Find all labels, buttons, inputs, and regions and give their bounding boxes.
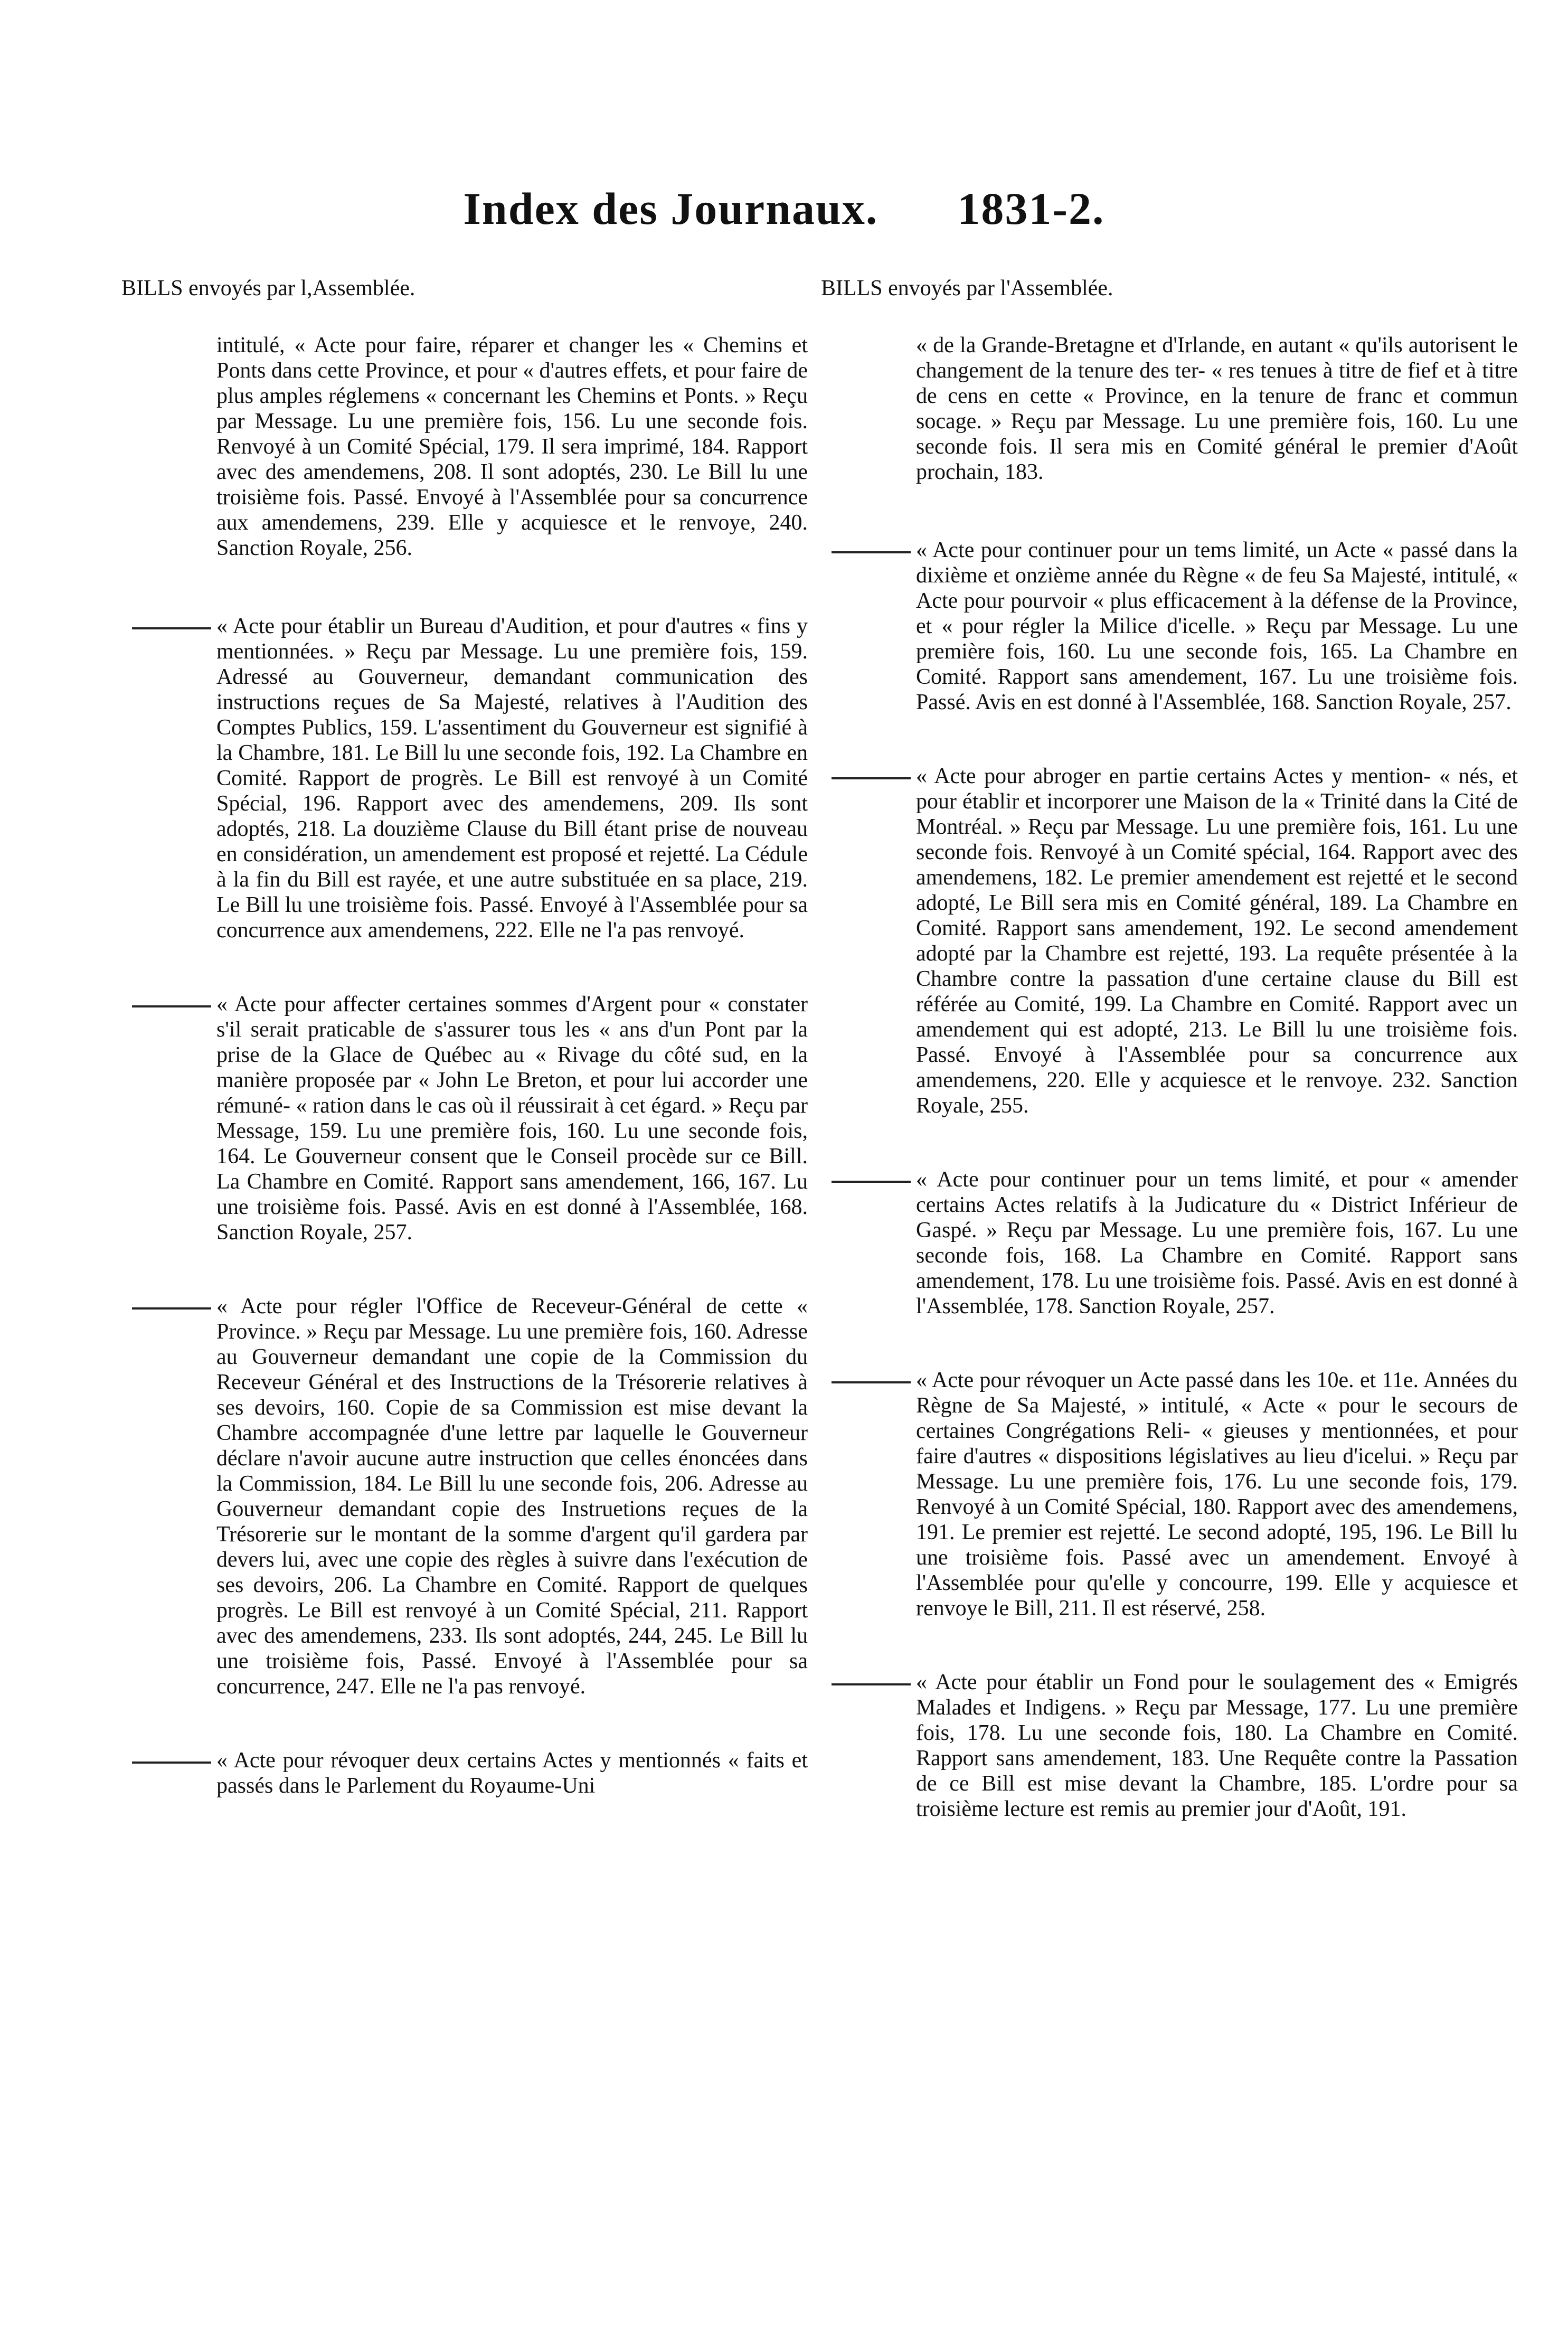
bill-entry-text: « Acte pour révoquer deux certains Actes y mentionnés « faits et passés dans le Parlement du Royaume-Uni <box>216 1748 808 1798</box>
page-title <box>0 182 1568 235</box>
bill-entry <box>121 1748 808 1798</box>
bill-entry <box>821 1167 1518 1319</box>
bill-entry-text: « Acte pour abroger en partie certains Actes y mention- « nés, et pour établir et incorporer une Maison de la « Trinité dans la Cité de Montréal. » Reçu par Message. Lu une première fois, 161. Lu une seconde fois. Renvoyé à un Comité spécial, 164. Rapport avec des amendemens, 182. Le premier amendement est rejetté et le second adopté, Le Bill sera mis en Comité général, 189. La Chambre en Comité. Rapport sans amendement, 192. Le second amendement adopté par la Chambre est rejetté, 193. La requête présentée à la Chambre contre la passation d'une certaine clause du Bill est référée au Comité, 199. La Chambre en Comité. Rapport avec un amendement qui est adopté, 213. Le Bill lu une troisième fois. Passé. Envoyé à l'Assemblée pour sa concurrence aux amendemens, 220. Elle y acquiesce et le renvoye. 232. Sanction Royale, 255. <box>916 764 1518 1118</box>
bill-entry-text: « Acte pour affecter certaines sommes d'Argent pour « constater s'il serait praticable de s'assurer tous les « ans d'un Pont par la prise de la Glace de Québec au « Rivage du côté sud, en la manière proposée par « John Le Breton, et pour lui accorder une rémuné- « ration dans le cas où il réussirait à cet égard. » Reçu par Message, 159. Lu une première fois, 160. Lu une seconde fois, 164. Le Gouverneur consent que le Conseil procède sur ce Bill. La Chambre en Comité. Rapport sans amendement, 166, 167. Lu une troisième fois. Passé. Avis en est donné à l'Assemblée, 168. Sanction Royale, 257. <box>216 992 808 1245</box>
bill-entry-text: « Acte pour continuer pour un tems limité, et pour « amender certains Actes relatifs à la Judicature du « District Inférieur de Gaspé. » Reçu par Message. Lu une première fois, 167. Lu une seconde fois, 168. La Chambre en Comité. Rapport sans amendement, 178. Lu une troisième fois. Passé. Avis en est donné à l'Assemblée, 178. Sanction Royale, 257. <box>916 1167 1518 1318</box>
journal-year: 1831-2. <box>957 183 1105 234</box>
bill-entry <box>821 1670 1518 1822</box>
bill-entry <box>821 333 1518 485</box>
bill-entry-text: intitulé, « Acte pour faire, réparer et changer les « Chemins et Ponts dans cette Province, et pour « d'autres effets, et pour faire de plus amples réglemens « concernant les Chemins et Ponts. » Reçu par Message. Lu une première fois, 156. Lu une seconde fois. Renvoyé à un Comité Spécial, 179. Il sera imprimé, 184. Rapport avec des amendemens, 208. Il sont adoptés, 230. Le Bill lu une troisième fois. Passé. Envoyé à l'Assemblée pour sa concurrence aux amendemens, 239. Elle y acquiesce et le renvoye, 240. Sanction Royale, 256. <box>216 333 808 560</box>
bill-entry <box>121 333 808 561</box>
journal-title: Index des Journaux. <box>463 183 879 234</box>
bill-entry <box>121 1294 808 1699</box>
right-column-heading: BILLS envoyés par l'Assemblée. <box>821 276 1113 300</box>
bill-entry-text: « de la Grande-Bretagne et d'Irlande, en autant « qu'ils autorisent le changement de la tenure des ter- « res tenues à titre de fief et à titre de cens en cette « Province, en la tenure de franc et commun socage. » Reçu par Message. Lu une première fois, 160. Lu une seconde fois. Il sera mis en Comité général le premier d'Août prochain, 183. <box>916 333 1518 484</box>
bill-entry <box>121 992 808 1245</box>
bill-entry-text: « Acte pour établir un Fond pour le soulagement des « Emigrés Malades et Indigens. » Reçu par Message, 177. Lu une première fois, 178. Lu une seconde fois, 180. La Chambre en Comité. Rapport sans amendement, 183. Une Requête contre la Passation de ce Bill est mise devant la Chambre, 185. L'ordre pour sa troisième lecture est remis au premier jour d'Août, 191. <box>916 1670 1518 1821</box>
right-column <box>821 276 1518 1870</box>
left-column-heading: BILLS envoyés par l,Assemblée. <box>121 276 415 300</box>
bill-entry-text: « Acte pour régler l'Office de Receveur-Général de cette « Province. » Reçu par Message. Lu une première fois, 160. Adresse au Gouverneur demandant une copie de la Commission du Receveur Général et des Instructions de la Trésorerie relatives à ses devoirs, 160. Copie de sa Commission est mise devant la Chambre accompagnée d'une lettre par laquelle le Gouverneur déclare n'avoir aucune autre instruction que celles énoncées dans la Commission, 184. Le Bill lu une seconde fois, 206. Adresse au Gouverneur demandant copie des Instruetions reçues de la Trésorerie sur le montant de la somme d'argent qu'il gardera par devers lui, avec une copie des règles à suivre dans l'exécution de ses devoirs, 206. La Chambre en Comité. Rapport de quelques progrès. Le Bill est renvoyé à un Comité Spécial, 211. Rapport avec des amendemens, 233. Ils sont adoptés, 244, 245. Le Bill lu une troisième fois, Passé. Envoyé à l'Assemblée pour sa concurrence, 247. Elle ne l'a pas renvoyé. <box>216 1294 808 1699</box>
bill-entry <box>821 538 1518 715</box>
bill-entry <box>121 614 808 943</box>
bill-entry-text: « Acte pour établir un Bureau d'Audition, et pour d'autres « fins y mentionnées. » Reçu par Message. Lu une première fois, 159. Adressé au Gouverneur, demandant communication des instructions reçues de Sa Majesté, relatives à l'Audition des Comptes Publics, 159. L'assentiment du Gouverneur est signifié à la Chambre, 181. Le Bill lu une seconde fois, 192. La Chambre en Comité. Rapport de progrès. Le Bill est renvoyé à un Comité Spécial, 196. Rapport avec des amendemens, 209. Ils sont adoptés, 218. La douzième Clause du Bill étant prise de nouveau en considération, un amendement est proposé et rejetté. La Cédule à la fin du Bill est rayée, et une autre substituée en sa place, 219. Le Bill lu une troisième fois. Passé. Envoyé à l'Assemblée pour sa concurrence aux amendemens, 222. Elle ne l'a pas renvoyé. <box>216 614 808 943</box>
left-column <box>121 276 808 1847</box>
bill-entry <box>821 1368 1518 1621</box>
bill-entry <box>821 764 1518 1118</box>
bill-entry-text: « Acte pour révoquer un Acte passé dans les 10e. et 11e. Années du Règne de Sa Majesté, » intitulé, « Acte « pour le secours de certaines Congrégations Reli- « gieuses y mentionnées, et pour faire d'autres « dispositions législatives au lieu d'icelui. » Reçu par Message. Lu une première fois, 176. Lu une seconde fois, 179. Renvoyé à un Comité Spécial, 180. Rapport avec des amendemens, 191. Le premier est rejetté. Le second adopté, 195, 196. Le Bill lu une troisième fois. Passé avec un amendement. Envoyé à l'Assemblée pour qu'elle y concourre, 199. Elle y acquiesce et renvoye le Bill, 211. Il est réservé, 258. <box>916 1368 1518 1621</box>
bill-entry-text: « Acte pour continuer pour un tems limité, un Acte « passé dans la dixième et onzième année du Règne « de feu Sa Majesté, intitulé, « Acte pour pourvoir « plus efficacement à la défense de la Province, et « pour régler la Milice d'icelle. » Reçu par Message. Lu une première fois, 160. Lu une seconde fois, 165. La Chambre en Comité. Rapport sans amendement, 167. Lu une troisième fois. Passé. Avis en est donné à l'Assemblée, 168. Sanction Royale, 257. <box>916 538 1518 714</box>
